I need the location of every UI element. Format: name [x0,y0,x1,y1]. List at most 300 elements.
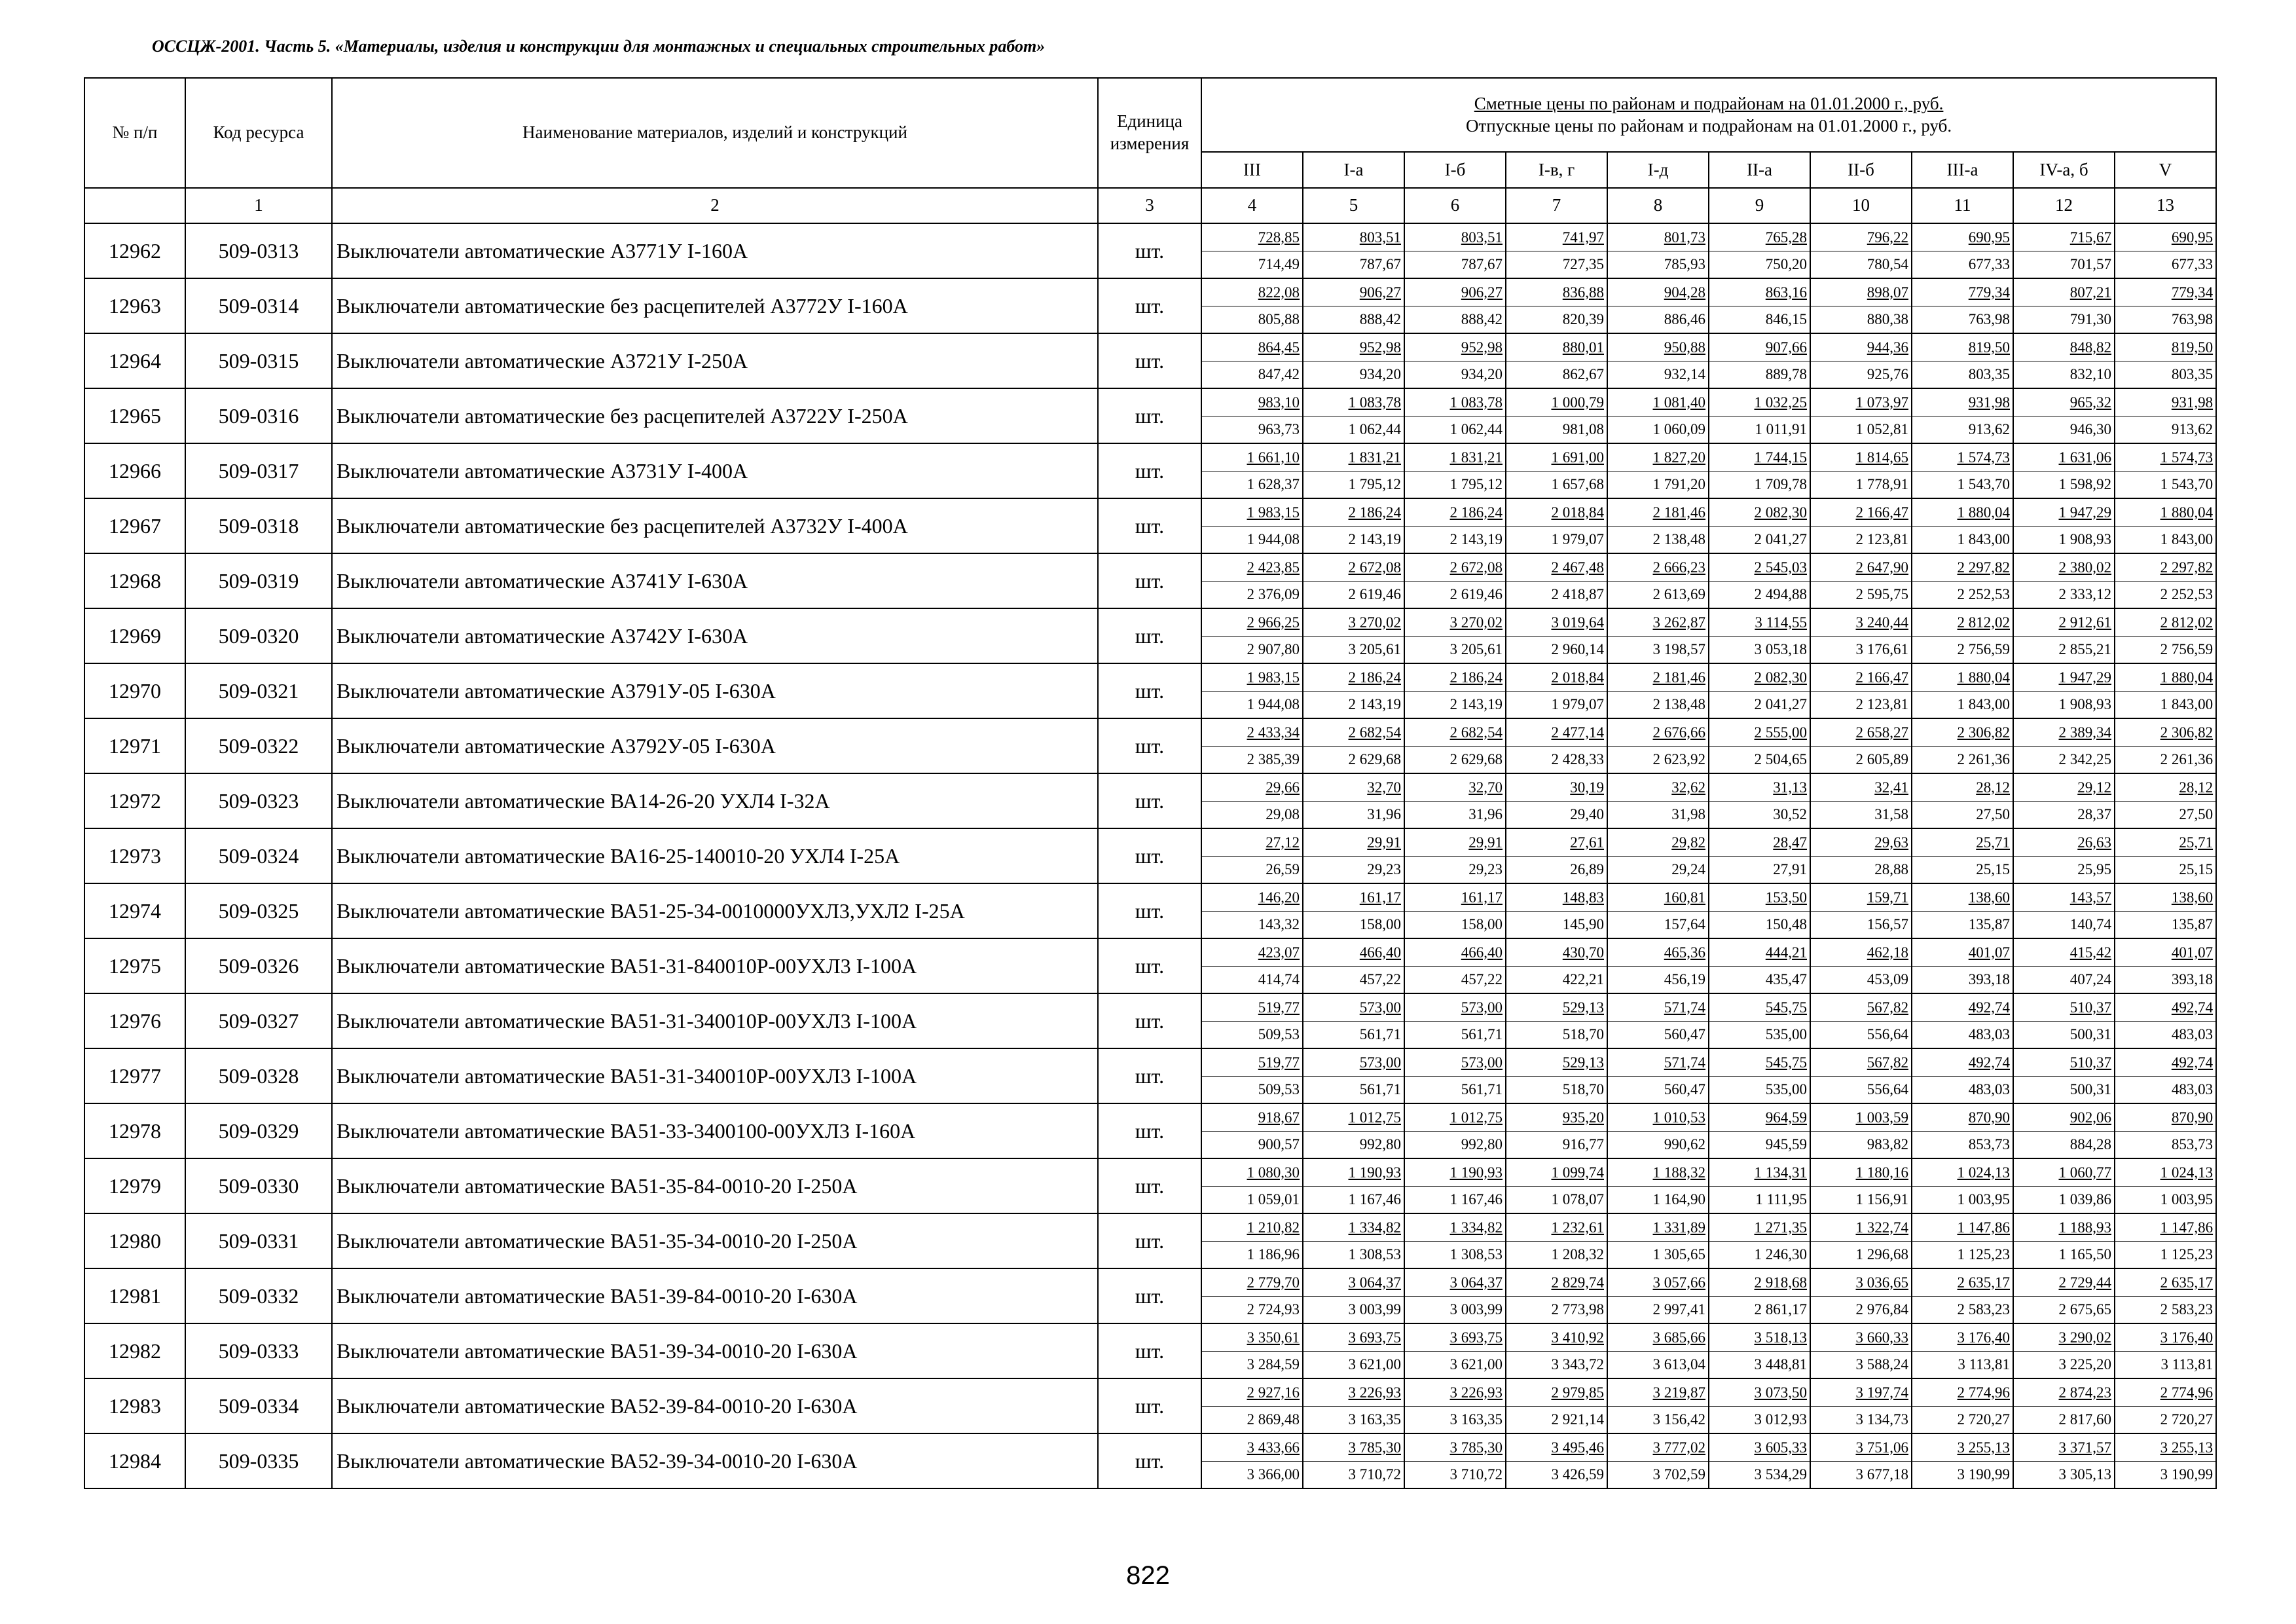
estimated-price: 29,91 [1303,830,1404,857]
estimated-price: 30,19 [1506,775,1607,802]
estimated-price: 1 271,35 [1709,1215,1810,1242]
column-number: 13 [2115,188,2216,223]
release-price: 1 979,07 [1551,695,1604,712]
estimated-price: 3 240,44 [1811,610,1911,637]
price-cell [1709,1433,1810,1488]
price-cell [1201,938,1303,993]
estimated-price: 29,82 [1608,830,1708,857]
price-cell [2013,1158,2115,1213]
release-price: 2 252,53 [2160,585,2214,602]
estimated-price: 3 197,74 [1811,1380,1911,1407]
table-row [84,388,2216,443]
release-price: 1 308,53 [1449,1246,1503,1263]
price-cell [2013,883,2115,938]
price-cell [1303,993,1404,1048]
item-name: Выключатели автоматические А3741У I-630А [332,553,1098,608]
unit: шт. [1098,663,1201,718]
release-price: 1 979,07 [1551,530,1604,547]
price-cell [1303,333,1404,388]
estimated-price: 415,42 [2014,940,2114,967]
resource-code: 509-0316 [185,388,332,443]
release-price: 1 296,68 [1855,1246,1908,1263]
row-number: 12981 [84,1268,185,1323]
release-price: 31,96 [1468,805,1503,822]
table-row [84,443,2216,498]
price-cell [1201,443,1303,498]
estimated-price: 1 012,75 [1303,1105,1404,1132]
resource-code: 509-0334 [185,1378,332,1433]
estimated-price: 3 371,57 [2014,1435,2114,1462]
release-price: 1 039,86 [2058,1190,2111,1208]
price-cell [1303,828,1404,883]
release-price: 25,15 [2179,860,2214,877]
estimated-price: 836,88 [1506,280,1607,306]
estimated-price: 1 080,30 [1202,1160,1302,1187]
estimated-price: 146,20 [1202,885,1302,912]
price-cell [1607,443,1709,498]
estimated-price: 529,13 [1506,1050,1607,1077]
price-cell [2013,443,2115,498]
release-price: 3 710,72 [1348,1466,1401,1483]
price-cell [1709,773,1810,828]
release-price: 561,71 [1461,1080,1503,1098]
region-header: IV-а, б [2013,152,2115,188]
item-name: Выключатели автоматические ВА52-39-84-0010-20 I-630А [332,1378,1098,1433]
estimated-price: 567,82 [1811,1050,1911,1077]
estimated-price: 2 666,23 [1608,555,1708,581]
estimated-price: 3 176,40 [2115,1325,2215,1352]
release-price: 1 543,70 [1957,475,2010,492]
estimated-price: 28,12 [2115,775,2215,802]
estimated-price: 1 032,25 [1709,390,1810,416]
price-cell [1912,443,2013,498]
release-price: 1 908,93 [2058,695,2111,712]
estimated-price: 2 166,47 [1811,665,1911,692]
price-cell [1709,1103,1810,1158]
estimated-price: 519,77 [1202,1050,1302,1077]
unit: шт. [1098,938,1201,993]
price-cell [1404,883,1506,938]
estimated-price: 3 073,50 [1709,1380,1810,1407]
item-name: Выключатели автоматические ВА51-35-84-0010-20 I-250А [332,1158,1098,1213]
estimated-price: 870,90 [1912,1105,2013,1132]
estimated-price: 690,95 [1912,225,2013,251]
estimated-price: 1 880,04 [1912,500,2013,526]
estimated-price: 2 166,47 [1811,500,1911,526]
price-cell [2013,718,2115,773]
price-cell [1709,553,1810,608]
price-cell [1404,773,1506,828]
estimated-price: 2 082,30 [1709,665,1810,692]
estimated-price: 573,00 [1303,995,1404,1022]
price-cell [1810,1158,1912,1213]
price-cell [1810,443,1912,498]
estimated-price: 401,07 [2115,940,2215,967]
price-cell [1506,993,1607,1048]
estimated-price: 2 186,24 [1405,500,1505,526]
release-price: 763,98 [1968,310,2010,327]
resource-code: 509-0322 [185,718,332,773]
release-price: 2 997,41 [1652,1301,1705,1318]
release-price: 2 869,48 [1247,1411,1300,1428]
estimated-price: 902,06 [2014,1105,2114,1132]
estimated-price: 3 176,40 [1912,1325,2013,1352]
row-number: 12968 [84,553,185,608]
row-number: 12973 [84,828,185,883]
unit: шт. [1098,1103,1201,1158]
item-name: Выключатели автоматические ВА14-26-20 УХЛ4 I-32А [332,773,1098,828]
release-price: 457,22 [1461,970,1503,987]
price-cell [1404,1323,1506,1378]
release-price: 509,53 [1258,1080,1300,1098]
table-row [84,278,2216,333]
release-price: 1 709,78 [1754,475,1807,492]
estimated-price: 1 334,82 [1303,1215,1404,1242]
estimated-price: 1 827,20 [1608,445,1708,471]
release-price: 1 944,08 [1247,530,1300,547]
estimated-price: 1 188,93 [2014,1215,2114,1242]
release-price: 453,09 [1867,970,1908,987]
estimated-price: 567,82 [1811,995,1911,1022]
release-price: 456,19 [1664,970,1705,987]
region-header: II-а [1709,152,1810,188]
estimated-price: 3 495,46 [1506,1435,1607,1462]
price-cell [1810,553,1912,608]
price-cell [1810,1048,1912,1103]
release-price: 27,50 [1976,805,2010,822]
release-price: 832,10 [2069,365,2111,382]
release-price: 727,35 [1562,255,1604,272]
release-price: 2 261,36 [1957,750,2010,767]
estimated-price: 2 635,17 [1912,1270,2013,1297]
price-cell [1810,828,1912,883]
estimated-price: 2 555,00 [1709,720,1810,747]
price-cell [1404,1268,1506,1323]
estimated-price: 1 081,40 [1608,390,1708,416]
price-cell [1607,1378,1709,1433]
release-price: 3 677,18 [1855,1466,1908,1483]
resource-code: 509-0314 [185,278,332,333]
release-price: 3 198,57 [1652,640,1705,657]
release-price: 1 059,01 [1247,1190,1300,1208]
estimated-price: 3 693,75 [1405,1325,1505,1352]
release-price: 2 123,81 [1855,530,1908,547]
estimated-price: 765,28 [1709,225,1810,251]
resource-code: 509-0321 [185,663,332,718]
estimated-price: 2 774,96 [2115,1380,2215,1407]
price-cell [1506,663,1607,718]
estimated-price: 159,71 [1811,885,1911,912]
release-price: 2 123,81 [1855,695,1908,712]
price-cell [1607,773,1709,828]
estimated-price: 1 024,13 [1912,1160,2013,1187]
estimated-price: 803,51 [1405,225,1505,251]
release-price: 945,59 [1765,1135,1807,1153]
price-cell [1810,993,1912,1048]
price-cell [2013,1378,2115,1433]
estimated-price: 3 433,66 [1202,1435,1302,1462]
estimated-price: 1 574,73 [1912,445,2013,471]
release-price: 3 134,73 [1855,1411,1908,1428]
column-number: 5 [1303,188,1404,223]
release-price: 3 163,35 [1449,1411,1503,1428]
price-cell [1404,608,1506,663]
column-number: 4 [1201,188,1303,223]
release-price: 3 163,35 [1348,1411,1401,1428]
resource-code: 509-0329 [185,1103,332,1158]
item-name: Выключатели автоматические ВА51-25-34-0010000УХЛ3,УХЛ2 I-25А [332,883,1098,938]
price-cell [1506,278,1607,333]
price-cell [2115,1433,2216,1488]
estimated-price: 3 226,93 [1405,1380,1505,1407]
estimated-price: 1 024,13 [2115,1160,2215,1187]
release-price: 518,70 [1562,1025,1604,1043]
release-price: 535,00 [1765,1025,1807,1043]
release-price: 2 720,27 [2160,1411,2214,1428]
estimated-price: 822,08 [1202,280,1302,306]
estimated-price: 2 467,48 [1506,555,1607,581]
price-cell [1709,993,1810,1048]
estimated-price: 148,83 [1506,885,1607,912]
estimated-price: 931,98 [1912,390,2013,416]
price-cell [1607,333,1709,388]
estimated-price: 1 334,82 [1405,1215,1505,1242]
estimated-price: 28,12 [1912,775,2013,802]
price-cell [1607,1323,1709,1378]
resource-code: 509-0319 [185,553,332,608]
release-price: 1 795,12 [1348,475,1401,492]
price-cell [1404,443,1506,498]
price-cell [1404,1378,1506,1433]
release-price: 135,87 [2171,915,2214,932]
table-row [84,1268,2216,1323]
release-price: 2 976,84 [1855,1301,1908,1318]
estimated-price: 31,13 [1709,775,1810,802]
estimated-price: 2 635,17 [2115,1270,2215,1297]
estimated-price: 1 180,16 [1811,1160,1911,1187]
release-price: 1 003,95 [2160,1190,2214,1208]
release-price: 1 308,53 [1348,1246,1401,1263]
release-price: 30,52 [1773,805,1807,822]
resource-code: 509-0313 [185,223,332,278]
release-price: 2 376,09 [1247,585,1300,602]
estimated-price: 715,67 [2014,225,2114,251]
column-number: 10 [1810,188,1912,223]
row-number: 12967 [84,498,185,553]
release-price: 3 190,99 [2160,1466,2214,1483]
column-number-blank [84,188,185,223]
price-cell [2013,938,2115,993]
release-price: 1 543,70 [2160,475,2214,492]
estimated-price: 2 912,61 [2014,610,2114,637]
estimated-price: 1 880,04 [2115,500,2215,526]
release-price: 3 305,13 [2058,1466,2111,1483]
release-price: 981,08 [1562,420,1604,437]
price-cell [1303,663,1404,718]
resource-code: 509-0332 [185,1268,332,1323]
estimated-price: 741,97 [1506,225,1607,251]
price-cell [1303,1378,1404,1433]
price-cell [1201,278,1303,333]
resource-code: 509-0324 [185,828,332,883]
price-cell [1709,828,1810,883]
price-cell [1607,1213,1709,1268]
price-cell [1506,773,1607,828]
price-cell [1404,938,1506,993]
price-cell [1303,498,1404,553]
item-name: Выключатели автоматические ВА51-35-34-0010-20 I-250А [332,1213,1098,1268]
estimated-price: 2 477,14 [1506,720,1607,747]
estimated-price: 1 331,89 [1608,1215,1708,1242]
estimated-price: 918,67 [1202,1105,1302,1132]
release-price: 3 156,42 [1652,1411,1705,1428]
price-cell [1607,1158,1709,1213]
estimated-price: 3 219,87 [1608,1380,1708,1407]
price-cell [1810,718,1912,773]
release-price: 561,71 [1359,1025,1401,1043]
price-cell [1506,1268,1607,1323]
estimated-price: 983,10 [1202,390,1302,416]
release-price: 847,42 [1258,365,1300,382]
price-cell [1810,663,1912,718]
price-cell [2013,278,2115,333]
price-cell [2013,1213,2115,1268]
price-cell [1912,1378,2013,1433]
release-price: 803,35 [2171,365,2214,382]
estimated-price: 2 018,84 [1506,500,1607,526]
estimated-price: 1 190,93 [1405,1160,1505,1187]
release-price: 992,80 [1359,1135,1401,1153]
row-number: 12984 [84,1433,185,1488]
item-name: Выключатели автоматические А3721У I-250А [332,333,1098,388]
estimated-price: 3 064,37 [1303,1270,1404,1297]
row-number: 12983 [84,1378,185,1433]
estimated-price: 32,62 [1608,775,1708,802]
document-header: ОССЦЖ-2001. Часть 5. «Материалы, изделия и конструкции для монтажных и специальных строительных работ» [152,37,1046,56]
estimated-price: 1 631,06 [2014,445,2114,471]
item-name: Выключатели автоматические ВА16-25-140010-20 УХЛ4 I-25А [332,828,1098,883]
release-price: 853,73 [2171,1135,2214,1153]
price-cell [1709,223,1810,278]
unit: шт. [1098,1213,1201,1268]
release-price: 785,93 [1664,255,1705,272]
release-price: 2 921,14 [1551,1411,1604,1428]
estimated-price: 2 181,46 [1608,665,1708,692]
price-cell [1810,1323,1912,1378]
price-cell [1912,993,2013,1048]
estimated-price: 466,40 [1405,940,1505,967]
price-cell [2115,883,2216,938]
price-cell [1912,883,2013,938]
release-price: 3 621,00 [1348,1356,1401,1373]
unit: шт. [1098,773,1201,828]
price-cell [1709,883,1810,938]
price-cell [2013,498,2115,553]
release-price: 25,15 [1976,860,2010,877]
estimated-price: 3 270,02 [1405,610,1505,637]
resource-code: 509-0335 [185,1433,332,1488]
price-cell [2115,1103,2216,1158]
estimated-price: 801,73 [1608,225,1708,251]
unit: шт. [1098,333,1201,388]
price-cell [2013,1268,2115,1323]
price-cell [1912,1158,2013,1213]
resource-code: 509-0318 [185,498,332,553]
column-number: 8 [1607,188,1709,223]
estimated-price: 571,74 [1608,995,1708,1022]
release-price: 714,49 [1258,255,1300,272]
price-cell [1607,1103,1709,1158]
unit: шт. [1098,1323,1201,1378]
table-row [84,1213,2216,1268]
unit: шт. [1098,498,1201,553]
estimated-price: 27,12 [1202,830,1302,857]
release-price: 2 756,59 [1957,640,2010,657]
price-cell [1607,498,1709,553]
release-price: 1 305,65 [1652,1246,1705,1263]
column-number: 9 [1709,188,1810,223]
release-price: 140,74 [2069,915,2111,932]
price-cell [1303,938,1404,993]
estimated-price: 25,71 [1912,830,2013,857]
release-price: 29,08 [1266,805,1300,822]
estimated-price: 2 380,02 [2014,555,2114,581]
estimated-price: 2 829,74 [1506,1270,1607,1297]
release-price: 2 143,19 [1449,695,1503,712]
price-cell [1607,1268,1709,1323]
estimated-price: 3 036,65 [1811,1270,1911,1297]
price-cell [1607,388,1709,443]
price-cell [2013,993,2115,1048]
price-cell [2115,278,2216,333]
price-cell [1404,663,1506,718]
estimated-price: 32,41 [1811,775,1911,802]
release-price: 780,54 [1867,255,1908,272]
release-price: 2 428,33 [1551,750,1604,767]
price-cell [1810,1433,1912,1488]
release-price: 29,23 [1367,860,1401,877]
release-price: 932,14 [1664,365,1705,382]
row-number: 12966 [84,443,185,498]
item-name: Выключатели автоматические ВА51-39-34-0010-20 I-630А [332,1323,1098,1378]
release-price: 763,98 [2171,310,2214,327]
estimated-price: 864,45 [1202,335,1302,361]
estimated-price: 690,95 [2115,225,2215,251]
table-row [84,828,2216,883]
estimated-price: 2 297,82 [1912,555,2013,581]
price-cell [1201,333,1303,388]
release-price: 393,18 [2171,970,2214,987]
release-price: 3 366,00 [1247,1466,1300,1483]
row-number: 12972 [84,773,185,828]
estimated-price: 29,66 [1202,775,1302,802]
release-price: 1 598,92 [2058,475,2111,492]
estimated-price: 1 147,86 [1912,1215,2013,1242]
estimated-price: 571,74 [1608,1050,1708,1077]
price-cell [1607,608,1709,663]
column-number: 1 [185,188,332,223]
release-price: 556,64 [1867,1025,1908,1043]
price-cell [1912,1048,2013,1103]
price-cell [2115,388,2216,443]
table-row [84,333,2216,388]
price-cell [1506,883,1607,938]
price-cell [1201,1213,1303,1268]
price-cell [1912,1323,2013,1378]
estimated-price: 1 060,77 [2014,1160,2114,1187]
price-cell [1201,608,1303,663]
price-cell [1303,608,1404,663]
